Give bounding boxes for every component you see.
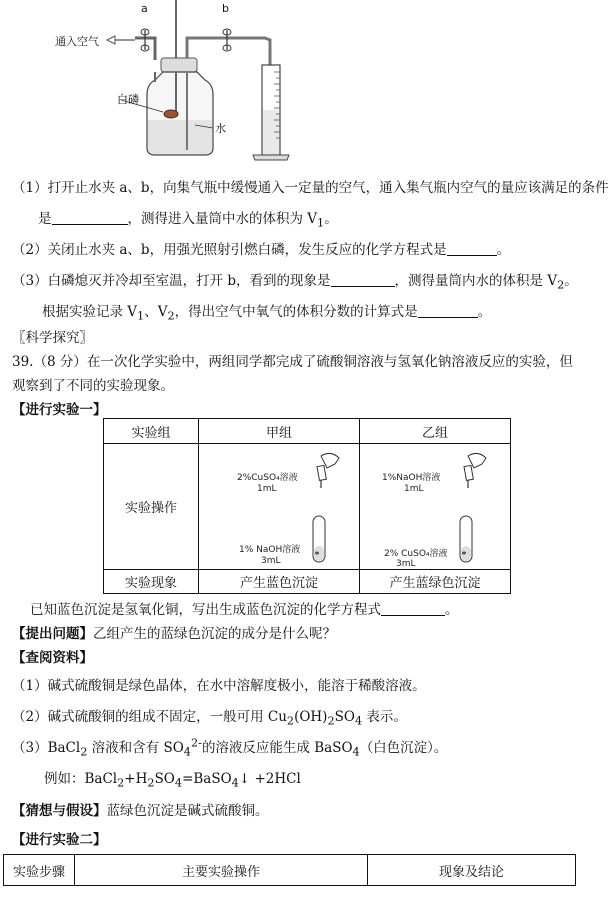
- experiment-table-1: [103, 418, 511, 594]
- reagent-label: 1%NaOH溶液: [382, 473, 441, 483]
- hypothesis-text: 蓝绿色沉淀是碱式硫酸铜。: [106, 803, 269, 819]
- water-label: 水: [215, 122, 226, 135]
- info3-mid2: 的溶液反应能生成 BaSO: [201, 740, 353, 756]
- step1-pre: 是: [38, 211, 52, 227]
- hypothesis-line: [12, 799, 269, 819]
- clamp-b-label: b: [222, 2, 229, 15]
- step3-text: （3）白磷熄灭并冷却至室温，打开 b，看到的现象是: [12, 273, 331, 289]
- subscript: 2: [286, 714, 295, 728]
- apparatus-figure: [55, 0, 315, 165]
- answer-blank[interactable]: [381, 602, 445, 617]
- subscript: 1: [137, 309, 145, 323]
- example-mid2: SO: [154, 771, 175, 787]
- info2-mid: (OH): [294, 709, 328, 725]
- answer-blank[interactable]: [447, 242, 497, 257]
- volume-label: 1mL: [257, 484, 277, 494]
- table-header-cell: 乙组: [360, 419, 511, 444]
- step4-pre: 根据实验记录 V: [42, 304, 138, 320]
- step4-line: [42, 300, 491, 323]
- table-header-cell: 主要实验操作: [75, 855, 368, 886]
- table-header-cell: 实验步骤: [4, 855, 75, 886]
- period: 。: [477, 304, 492, 320]
- apparatus-drawing: [55, 0, 315, 165]
- known-text: 已知蓝色沉淀是氢氧化铜，写出生成蓝色沉淀的化学方程式: [30, 602, 381, 618]
- step2-text: （2）关闭止水夹 a、b，用强光照射引燃白磷，发生反应的化学方程式是: [12, 242, 447, 258]
- table-header-row: [104, 419, 511, 444]
- info2-mid2: SO: [334, 709, 355, 725]
- known-line: [30, 598, 459, 618]
- row-label: 实验操作: [104, 444, 199, 570]
- example-mid3: =BaSO: [182, 771, 232, 787]
- jia-result: 产生蓝色沉淀: [199, 570, 360, 594]
- question-heading: 【提出问题】: [12, 626, 93, 642]
- yi-operation-cell: [360, 444, 511, 570]
- example-line: [44, 767, 301, 790]
- info-3: [12, 736, 447, 759]
- example-mid: +H: [124, 771, 148, 787]
- exp1-heading: 【进行实验一】: [12, 402, 107, 418]
- step1-post: ，测得进入量筒中水的体积为 V: [127, 211, 318, 227]
- superscript: 2-: [190, 736, 202, 750]
- answer-blank[interactable]: [331, 273, 395, 288]
- info-heading: 【查阅资料】: [12, 650, 93, 666]
- table-header-cell: 甲组: [199, 419, 360, 444]
- step4-mid: 、V: [144, 304, 168, 320]
- question-text: 乙组产生的蓝绿色沉淀的成分是什么呢？: [93, 626, 336, 642]
- yi-result: 产生蓝绿色沉淀: [360, 570, 511, 594]
- period: 。: [564, 273, 578, 289]
- hypothesis-heading: 【猜想与假设】: [12, 803, 107, 819]
- subscript: 2: [327, 714, 335, 728]
- jia-operation-cell: [199, 444, 360, 570]
- step1-line2: [38, 207, 338, 230]
- table-header-cell: 现象及结论: [368, 855, 576, 886]
- subscript: 2: [147, 776, 155, 790]
- answer-blank[interactable]: [52, 211, 128, 226]
- exp2-heading: 【进行实验二】: [12, 832, 107, 848]
- info3-end: （白色沉淀）。: [359, 740, 448, 756]
- info-1: （1）碱式硫酸铜是绿色晶体，在水中溶解度极小，能溶于稀酸溶液。: [12, 678, 426, 694]
- period: 。: [324, 211, 338, 227]
- example-end: ↓ +2HCl: [238, 771, 301, 787]
- info3-pre: （3）BaCl: [12, 740, 81, 756]
- example-pre: 例如：BaCl: [44, 771, 118, 787]
- reagent-label: 2% CuSO₄溶液: [384, 549, 448, 559]
- step3-mid: ，测得量筒内水的体积是 V: [394, 273, 558, 289]
- question-line: [12, 622, 336, 642]
- reagent-label: 1% NaOH溶液: [239, 545, 301, 555]
- table-row: [104, 570, 511, 594]
- period: 。: [496, 242, 511, 258]
- subscript: 4: [352, 745, 360, 759]
- step4-post: ，得出空气中氧气的体积分数的计算式是: [174, 304, 418, 320]
- subscript: 2: [80, 745, 88, 759]
- subscript: 4: [354, 714, 363, 728]
- step2-line: [12, 238, 510, 258]
- q39-intro-line1: 39.（8 分）在一次化学实验中，两组同学都完成了硫酸铜溶液与氢氧化钠溶液反应的实验，但: [12, 354, 573, 370]
- row-label: 实验现象: [104, 570, 199, 594]
- period: 。: [445, 602, 459, 618]
- subscript: 2: [557, 278, 565, 292]
- subscript: 1: [317, 216, 325, 230]
- info2-pre: （2）碱式硫酸铜的组成不固定，一般可用 Cu: [12, 709, 287, 725]
- subscript: 4: [183, 745, 191, 759]
- volume-label: 3mL: [261, 556, 281, 566]
- experiment-table-2: [3, 854, 576, 886]
- subscript: 4: [231, 776, 239, 790]
- subscript: 2: [117, 776, 125, 790]
- section-heading: 〖科学探究〗: [12, 330, 93, 346]
- table-header-cell: 实验组: [104, 419, 199, 444]
- reagent-label: 2%CuSO₄溶液: [237, 473, 298, 483]
- subscript: 2: [167, 309, 175, 323]
- info2-end: 表示。: [362, 709, 407, 725]
- clamp-a-label: a: [141, 2, 148, 15]
- table-row: [104, 444, 511, 570]
- subscript: 4: [174, 776, 183, 790]
- step3-line: [12, 269, 578, 292]
- volume-label: 1mL: [404, 484, 424, 494]
- info3-mid: 溶液和含有 SO: [87, 740, 184, 756]
- phosphorus-label: 白磷: [117, 93, 139, 106]
- info-2: [12, 705, 407, 728]
- volume-label: 3mL: [396, 559, 416, 569]
- inlet-label: 通入空气: [55, 35, 99, 48]
- q39-intro-line2: 观察到了不同的实验现象。: [12, 378, 174, 394]
- table-header-row: [4, 855, 576, 886]
- step1-line1: （1）打开止水夹 a、b，向集气瓶中缓慢通入一定量的空气，通入集气瓶内空气的量应该满足的条件: [12, 180, 609, 196]
- answer-blank[interactable]: [418, 304, 478, 319]
